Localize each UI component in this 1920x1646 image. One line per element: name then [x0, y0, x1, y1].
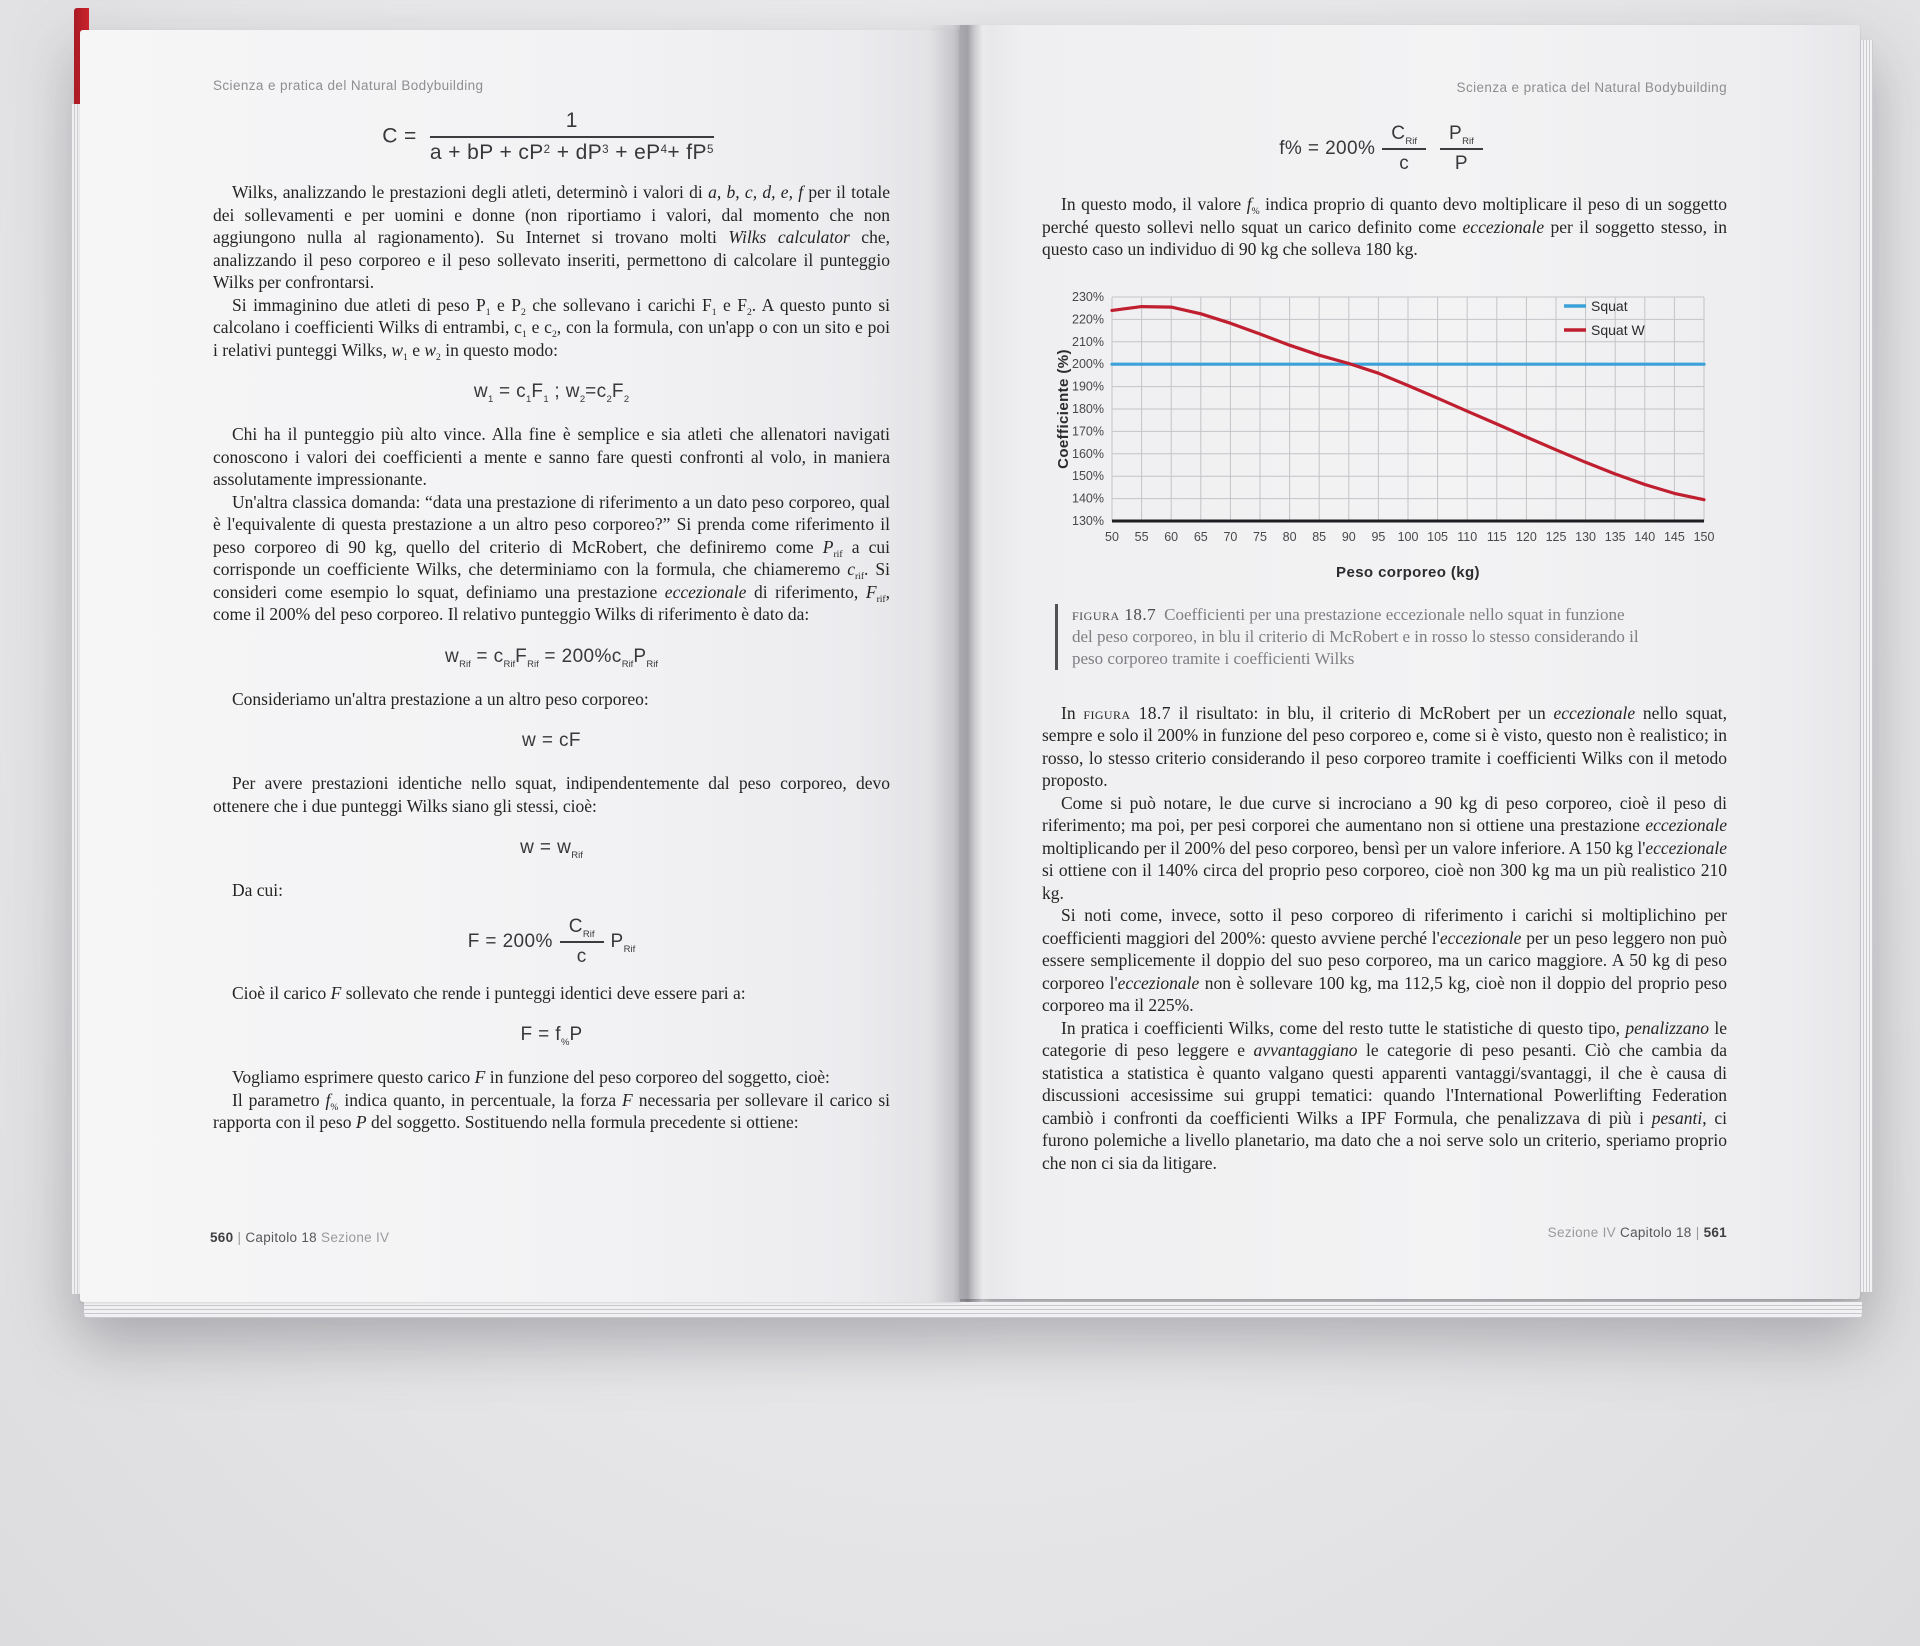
x-tick-label: 70	[1223, 529, 1238, 544]
y-tick-label: 210%	[1072, 334, 1104, 349]
y-tick-label: 150%	[1072, 468, 1104, 483]
x-tick-label: 85	[1312, 529, 1327, 544]
page-number: 561	[1703, 1225, 1727, 1240]
y-tick-label: 230%	[1072, 289, 1104, 304]
page-stack-right-edge	[1858, 40, 1873, 1292]
x-tick-label: 65	[1193, 529, 1208, 544]
fraction-numerator: $C_{Rif}$	[560, 916, 604, 943]
paragraph: Come si può notare, le due curve si incrociano a 90 kg di peso corporeo, cioè il peso di riferimento; ma poi, per pesi corporei che aumentano non si ottiene una prestazione eccezionale moltiplicando per il 200% del peso corporeo, bensì per un valore inferiore. A 150 kg l'eccezionale si ottiene con il 140% circa del proprio peso corporeo, cioè non 300 kg ma un più realistico 210 kg.	[1042, 792, 1727, 903]
fraction	[1382, 123, 1426, 175]
y-axis-title: Coefficiente (%)	[1055, 348, 1072, 469]
y-tick-label: 140%	[1072, 491, 1104, 506]
x-tick-label: 105	[1427, 529, 1449, 544]
paragraph: Wilks, analizzando le prestazioni degli atleti, determinò i valori di a, b, c, d, e, f per il totale dei sollevamenti e per uomini e donne (non riportiamo i valori, dal momento che non aggiungono nulla al ragionamento). Su Internet si trovano molti Wilks calculator che, analizzando il peso corporeo e il peso sollevato inseriti, permettono di calcolare il punteggio Wilks per confrontarsi.	[213, 182, 890, 292]
paragraph: Chi ha il punteggio più alto vince. Alla fine è semplice e sia atleti che allenatori navigati conoscono i valori dei coefficienti a mente e sanno fare questi confronti al volo, in maniera assolutamente impressionante.	[213, 424, 890, 489]
paragraph: Si immaginino due atleti di peso $P_1$ e $P_2$ che sollevano i carichi $F_1$ e $F_2$. A questo punto si calcolano i coefficienti Wilks di entrambi, $c_1$ e $c_2$, con la formula, con un'app o con un sito e poi i relativi punteggi Wilks, $w_1$ e $w_2$ in questo modo:	[213, 294, 891, 363]
chapter-label: Capitolo 18	[1620, 1225, 1692, 1240]
formula-rhs: $P_{Rif}$	[610, 930, 636, 955]
x-tick-label: 135	[1604, 529, 1626, 544]
x-tick-label: 120	[1515, 529, 1537, 544]
caption-rule	[1055, 604, 1058, 670]
y-tick-label: 200%	[1072, 356, 1104, 371]
paragraph: Il parametro $f_{\%}$ indica quanto, in percentuale, la forza F necessaria per sollevare il carico si rapporta con il peso P del soggetto. Sostituendo nella formula precedente si ottiene:	[213, 1089, 891, 1132]
left-page	[80, 30, 960, 1302]
y-tick-label: 180%	[1072, 401, 1104, 416]
footer-separator: |	[237, 1230, 242, 1245]
x-tick-label: 115	[1486, 529, 1507, 544]
fraction	[430, 109, 714, 165]
x-axis-title: Peso corporeo (kg)	[1336, 563, 1480, 581]
chapter-label: Capitolo 18	[245, 1230, 317, 1245]
y-tick-label: 170%	[1072, 423, 1104, 438]
y-tick-label: 160%	[1072, 446, 1104, 461]
fraction-denominator: P	[1454, 153, 1468, 174]
paragraph: In pratica i coefficienti Wilks, come del resto tutte le statistiche di questo tipo, penalizzano le categorie di peso leggere e avvantaggiano le categorie di peso pesanti. Ciò che cambia da statistica a statistica è quanto valgano questi apparenti vantaggi/svantaggi, il che è causa di discussioni accesissime sui gruppi tematici: quando l'International Powerlifting Federation cambiò i confronti da coefficienti Wilks a IPF Formula, che penalizzava di più i pesanti, ci furono polemiche a livello planetario, ma dato che a noi serve solo un criterio, speriamo proprio che non ci sia da litigare.	[1042, 1017, 1727, 1173]
chart-figure	[1054, 283, 1714, 588]
right-page	[960, 25, 1860, 1299]
section-label: Sezione IV	[1547, 1225, 1616, 1240]
paragraph: Cioè il carico F sollevato che rende i punteggi identici deve essere pari a:	[232, 982, 746, 1003]
x-tick-label: 60	[1164, 529, 1179, 544]
formula-lhs: F = 200%	[467, 930, 553, 952]
x-tick-label: 75	[1253, 529, 1267, 544]
formula-w-wrif: $w = w_{Rif}$	[520, 837, 583, 861]
formula-lhs: C =	[382, 124, 423, 148]
formula-f-fp: $F = f_{\%}P$	[520, 1024, 583, 1048]
fraction-numerator: $P_{Rif}$	[1440, 123, 1483, 150]
formula-fpct	[1042, 123, 1727, 175]
x-tick-label: 90	[1341, 529, 1356, 544]
caption-body: Coefficienti per una prestazione eccezionale nello squat in funzione del peso corporeo, in blu il criterio di McRobert e in rosso lo stesso considerando il peso corporeo tramite i coefficienti Wilks	[1072, 604, 1639, 668]
x-tick-label: 95	[1371, 529, 1386, 544]
section-label: Sezione IV	[321, 1230, 390, 1245]
running-head-left: Scienza e pratica del Natural Bodybuilding	[213, 78, 484, 93]
caption-label: figura 18.7	[1072, 604, 1157, 624]
y-tick-label: 220%	[1072, 311, 1104, 326]
paragraph: Da cui:	[232, 880, 284, 900]
page-footer-left	[210, 1230, 389, 1245]
figure-caption	[1055, 604, 1643, 670]
x-tick-label: 110	[1457, 529, 1478, 544]
fraction-numerator: 1	[430, 109, 714, 138]
formula-wilks-coefficient	[213, 109, 890, 165]
fraction	[1440, 123, 1483, 175]
y-tick-label: 190%	[1072, 379, 1104, 394]
x-tick-label: 145	[1663, 529, 1685, 544]
page-stack-bottom-edge	[84, 1302, 1862, 1318]
running-head-right: Scienza e pratica del Natural Bodybuilding	[1456, 80, 1727, 95]
formula-f-200	[213, 916, 890, 968]
fraction-denominator: c	[576, 945, 587, 967]
paragraph: Per avere prestazioni identiche nello squat, indipendentemente dal peso corporeo, devo ottenere che i due punteggi Wilks siano gli stessi, cioè:	[213, 773, 890, 816]
y-tick-label: 130%	[1072, 513, 1104, 528]
paragraph: Consideriamo un'altra prestazione a un altro peso corporeo:	[232, 688, 649, 709]
legend-label: Squat W	[1591, 321, 1645, 338]
paragraph: Un'altra classica domanda: “data una prestazione di riferimento a un dato peso corporeo, qual è l'equivalente di questa prestazione a un altro peso corporeo?” Si prenda come riferimento il peso corporeo di 90 kg, quello del criterio di McRobert, che definiremo come $P_{rif}$ a cui corrisponde un coefficiente Wilks, che determiniamo con la formula, che chiameremo $c_{rif}$. Si consideri come esempio lo squat, definiamo una prestazione eccezionale di riferimento, $F_{rif}$, come il 200% del peso corporeo. Il relativo punteggio Wilks di riferimento è dato da:	[213, 491, 891, 624]
line-chart	[1054, 283, 1714, 583]
legend-label: Squat	[1591, 297, 1628, 314]
x-tick-label: 140	[1634, 529, 1656, 544]
page-footer-right	[1548, 1225, 1727, 1240]
x-tick-label: 50	[1105, 529, 1119, 544]
fraction-denominator: c	[1399, 153, 1410, 174]
formula-w-cf: w = cF	[522, 730, 581, 751]
x-tick-label: 55	[1134, 529, 1149, 544]
fraction-denominator: a + bP + $cP^2 + dP^3 + eP^4+ fP^5$	[429, 141, 714, 164]
paragraph: Vogliamo esprimere questo carico F in funzione del peso corporeo del soggetto, cioè:	[232, 1067, 830, 1087]
fraction	[560, 916, 604, 968]
x-tick-label: 80	[1282, 529, 1297, 544]
left-page-content	[213, 78, 890, 1134]
paragraph: Si noti come, invece, sotto il peso corporeo di riferimento i carichi si moltiplichino per coefficienti maggiori del 200%: questo avviene perché l'eccezionale per un peso leggero non può essere semplicemente il doppio del suo peso corporeo, ma un carico maggiore. A 50 kg di peso corporeo l'eccezionale non è sollevare 100 kg, ma 112,5 kg, cioè non il doppio del proprio peso corporeo ma il 225%.	[1042, 905, 1728, 1015]
caption-text	[1072, 604, 1643, 670]
formula-wrif: $w_{Rif} = c_{Rif}F_{Rif} = 200\%c_{Rif}P_{Rif}$	[444, 645, 659, 670]
x-tick-label: 100	[1397, 529, 1419, 544]
open-book	[70, 6, 1875, 1316]
formula-w1-w2: $w_1 = c_1F_1$ ; $w_2=c_2F_2$	[473, 381, 630, 405]
x-tick-label: 125	[1545, 529, 1567, 544]
page-number: 560	[210, 1230, 234, 1245]
fraction-numerator: $C_{Rif}$	[1382, 123, 1426, 150]
footer-separator: |	[1695, 1225, 1700, 1240]
right-page-content	[1042, 80, 1727, 1174]
paragraph: In figura 18.7 il risultato: in blu, il criterio di McRobert per un eccezionale nello squat, sempre e solo il 200% in funzione del peso corporeo e, come si è visto, questo non è realistico; in rosso, lo stesso criterio considerando il peso corporeo tramite i coefficienti Wilks con il metodo proposto.	[1042, 702, 1728, 790]
paragraph: In questo modo, il valore $f_{\%}$ indica proprio di quanto devo moltiplicare il peso di un soggetto perché questo sollevi nello squat un carico definito come eccezionale per il soggetto stesso, in questo caso un individuo di 90 kg che solleva 180 kg.	[1042, 194, 1728, 259]
x-tick-label: 150	[1693, 529, 1714, 544]
x-tick-label: 130	[1575, 529, 1597, 544]
formula-lhs: f% = 200%	[1279, 138, 1376, 160]
